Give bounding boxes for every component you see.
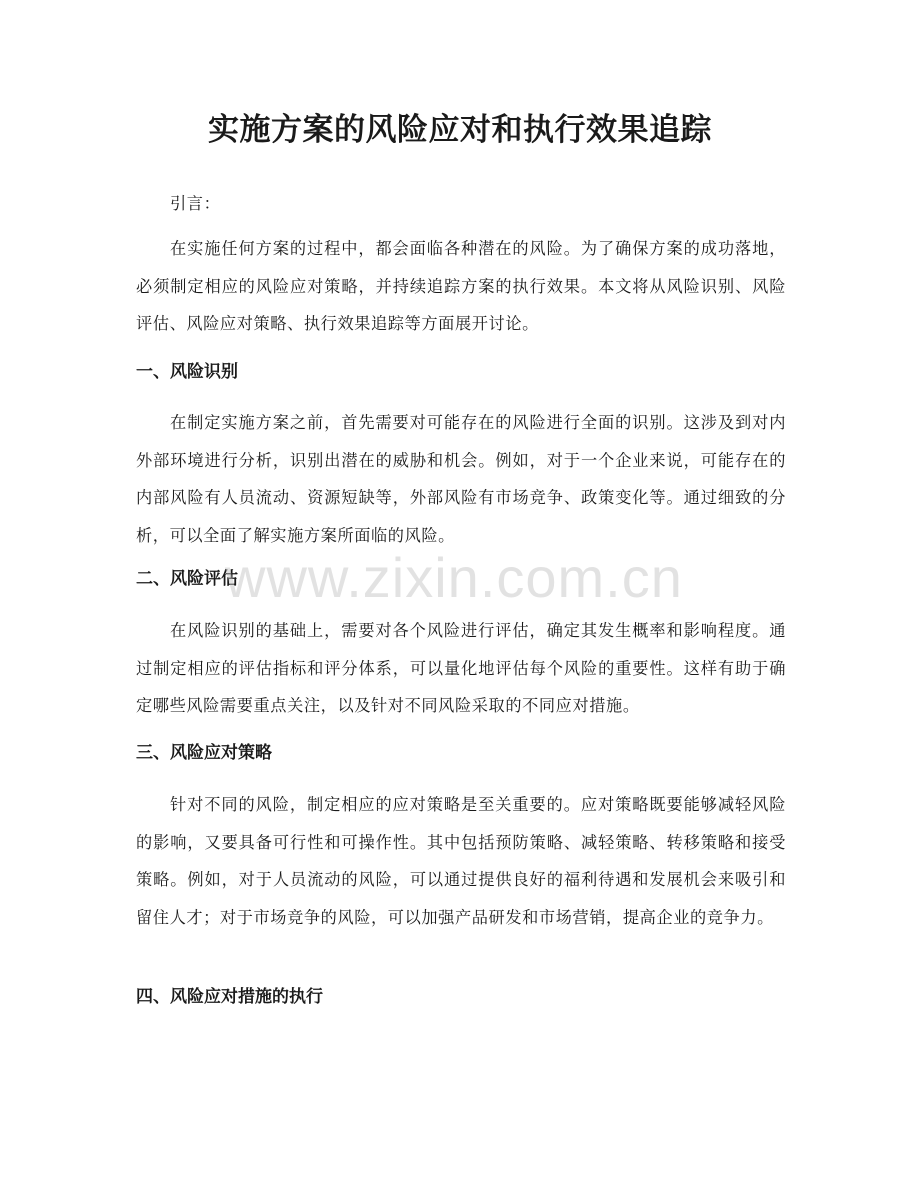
- watermark: www.zixin.com.cn: [225, 546, 683, 609]
- section-heading-risk-response: 三、风险应对策略: [136, 743, 272, 763]
- intro-paragraph: 在实施任何方案的过程中，都会面临各种潜在的风险。为了确保方案的成功落地，必须制定相应的风险应对策略，并持续追踪方案的执行效果。本文将从风险识别、风险评估、风险应对策略、执行效果追踪等方面展开讨论。: [136, 239, 786, 334]
- section-heading-execution: 四、风险应对措施的执行: [136, 987, 323, 1007]
- section-paragraph-risk-assessment: 在风险识别的基础上，需要对各个风险进行评估，确定其发生概率和影响程度。通过制定相应的评估指标和评分体系，可以量化地评估每个风险的重要性。这样有助于确定哪些风险需要重点关注，以及针对不同风险采取的不同应对措施。: [136, 621, 786, 716]
- intro-label: 引言：: [170, 194, 221, 213]
- document-title: 实施方案的风险应对和执行效果追踪: [208, 112, 712, 148]
- section-heading-risk-identification: 一、风险识别: [136, 362, 238, 382]
- section-paragraph-risk-identification: 在制定实施方案之前，首先需要对可能存在的风险进行全面的识别。这涉及到对内外部环境进行分析，识别出潜在的威胁和机会。例如，对于一个企业来说，可能存在的内部风险有人员流动、资源短缺等，外部风险有市场竞争、政策变化等。通过细致的分析，可以全面了解实施方案所面临的风险。: [136, 413, 786, 545]
- section-heading-risk-assessment: 二、风险评估: [136, 569, 238, 589]
- section-paragraph-risk-response: 针对不同的风险，制定相应的应对策略是至关重要的。应对策略既要能够减轻风险的影响，又要具备可行性和可操作性。其中包括预防策略、减轻策略、转移策略和接受策略。例如，对于人员流动的风险，可以通过提供良好的福利待遇和发展机会来吸引和留住人才；对于市场竞争的风险，可以加强产品研发和市场营销，提高企业的竞争力。: [136, 795, 786, 927]
